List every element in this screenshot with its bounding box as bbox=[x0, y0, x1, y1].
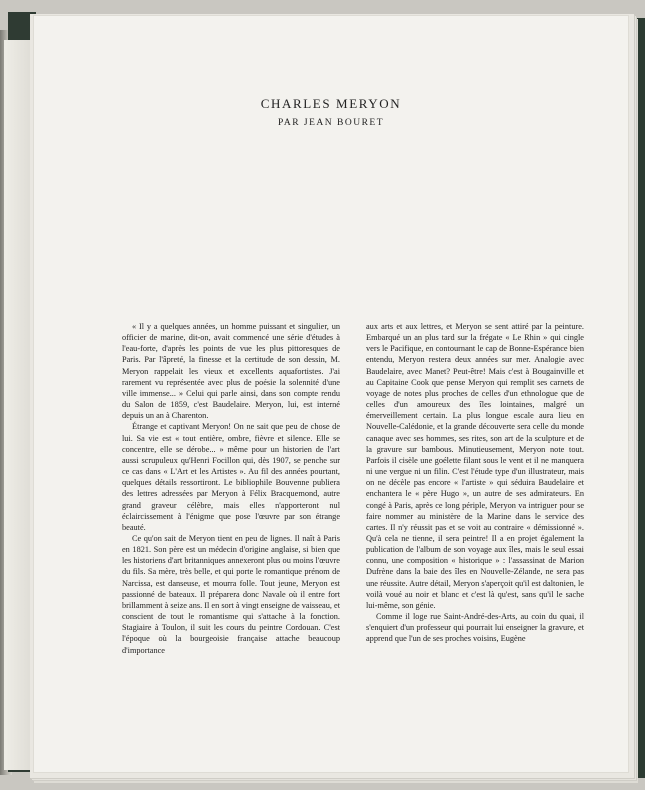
paragraph: Ce qu'on sait de Meryon tient en peu de lignes. Il naît à Paris en 1821. Son père est un médecin d'origine anglaise, si bien que les historiens d'art britanniques annexeront plus ou moins l'œuvre du fils. Sa mère, très belle, et qui porte le romantique prénom de Narcissa, est danseuse, et mourra folle. Tout jeune, Meryon est passionné de bateaux. Il préparera donc Navale où il entre fort brillamment à seize ans. Il en sort à vingt enseigne de vaisseau, et conscient de tout le romantisme qui s'attache à la fonction. Stagiaire à Toulon, il suit les cours du peintre Cordouan. C'est l'époque où la bourgeoisie française attache beaucoup d'importance bbox=[122, 533, 340, 655]
document-page bbox=[33, 15, 629, 773]
paragraph: Comme il loge rue Saint-André-des-Arts, au coin du quai, il s'enquiert d'un professeur qui pourrait lui enseigner la gravure, et apprend que l'un de ses proches voisins, Eugène bbox=[366, 612, 584, 644]
paragraph: Étrange et captivant Meryon! On ne sait que peu de chose de lui. Sa vie est « tout entière, ombre, fièvre et silence. Elle se concentre, elle se dérobe... » même pour un historien de l'art aussi scrupuleux qu'Henri Focillon qui, dès 1907, se penche sur ce cas dans « L'Art et les Artistes ». Au fil des années pourtant, quelques détails ressortiront. Le bibliophile Bouvenne publiera des lettres adressées par Meryon à Félix Bracquemond, autre grand graveur célèbre, mais elles n'apporteront nul éclaircissement à l'énigme que pose l'œuvre par son étrange beauté. bbox=[122, 422, 340, 532]
text-column-right bbox=[366, 321, 584, 645]
text-column-left bbox=[122, 321, 340, 656]
paragraph: « Il y a quelques années, un homme puissant et singulier, un officier de marine, dit-on, avait commencé une série d'études à l'eau-forte, d'après les points de vue les plus pittoresques de Paris. Par l'âpreté, la finesse et la certitude de son dessin, M. Meryon rappelait les vieux et excellents aquafortistes. J'ai rarement vu représentée avec plus de poésie la solennité d'une ville immense... » Celui qui parle ainsi, dans son compte rendu du Salon de 1859, c'est Baudelaire. Meryon, lui, est interné depuis un an à Charenton. bbox=[122, 322, 340, 421]
page-title: CHARLES MERYON bbox=[260, 96, 402, 111]
paragraph: aux arts et aux lettres, et Meryon se sent attiré par la peinture. Embarqué un an plus tard sur la frégate « Le Rhin » qui cingle vers le Pacifique, en contournant le cap de Bonne-Espérance bien entendu, Meryon restera deux années sur mer. Analogie avec Baudelaire, avec Manet? Peut-être! Mais c'est à Bougainville et au Capitaine Cook que pense Meryon qui remplit ses carnets de voyage de notes plus proches de celles d'un ethnologue que de celles d'un amoureux des îles lointaines, malgré un émerveillement certain. La plus longue escale aura lieu en Nouvelle-Calédonie, et la grande découverte sera celle du monde canaque avec ses hommes, ses rites, son art de la sculpture et de la gravure sur bambous. Minutieusement, Meryon note tout. Parfois il cisèle une goélette filant sous le vent et il ne manquera ni une vergue ni un filin. C'est l'étude type d'un illustrateur, mais on ne décèle pas encore « l'artiste » qui séduira Baudelaire et enchantera le « père Hugo », un autre de ses admirateurs. En congé à Paris, après ce long périple, Meryon va intriguer pour se faire nommer au ministère de la Marine dans le service des cartes. Il n'y réussit pas et se voit au contraire « démissionné ». Qu'à cela ne tienne, il sera peintre! Il a en projet également la publication de l'album de son voyage aux îles, mais le seul essai connu, une composition « historique » : l'assassinat de Marion Dufrène dans la baie des îles en Nouvelle-Zélande, ne sera pas une réussite. Autre détail, Meryon s'aperçoit qu'il est daltonien, le voilà voué au noir et blanc et c'est là qu'est, sans qu'il le sache lui-même, son génie. bbox=[366, 322, 584, 610]
page-subtitle: PAR JEAN BOURET bbox=[277, 118, 385, 128]
